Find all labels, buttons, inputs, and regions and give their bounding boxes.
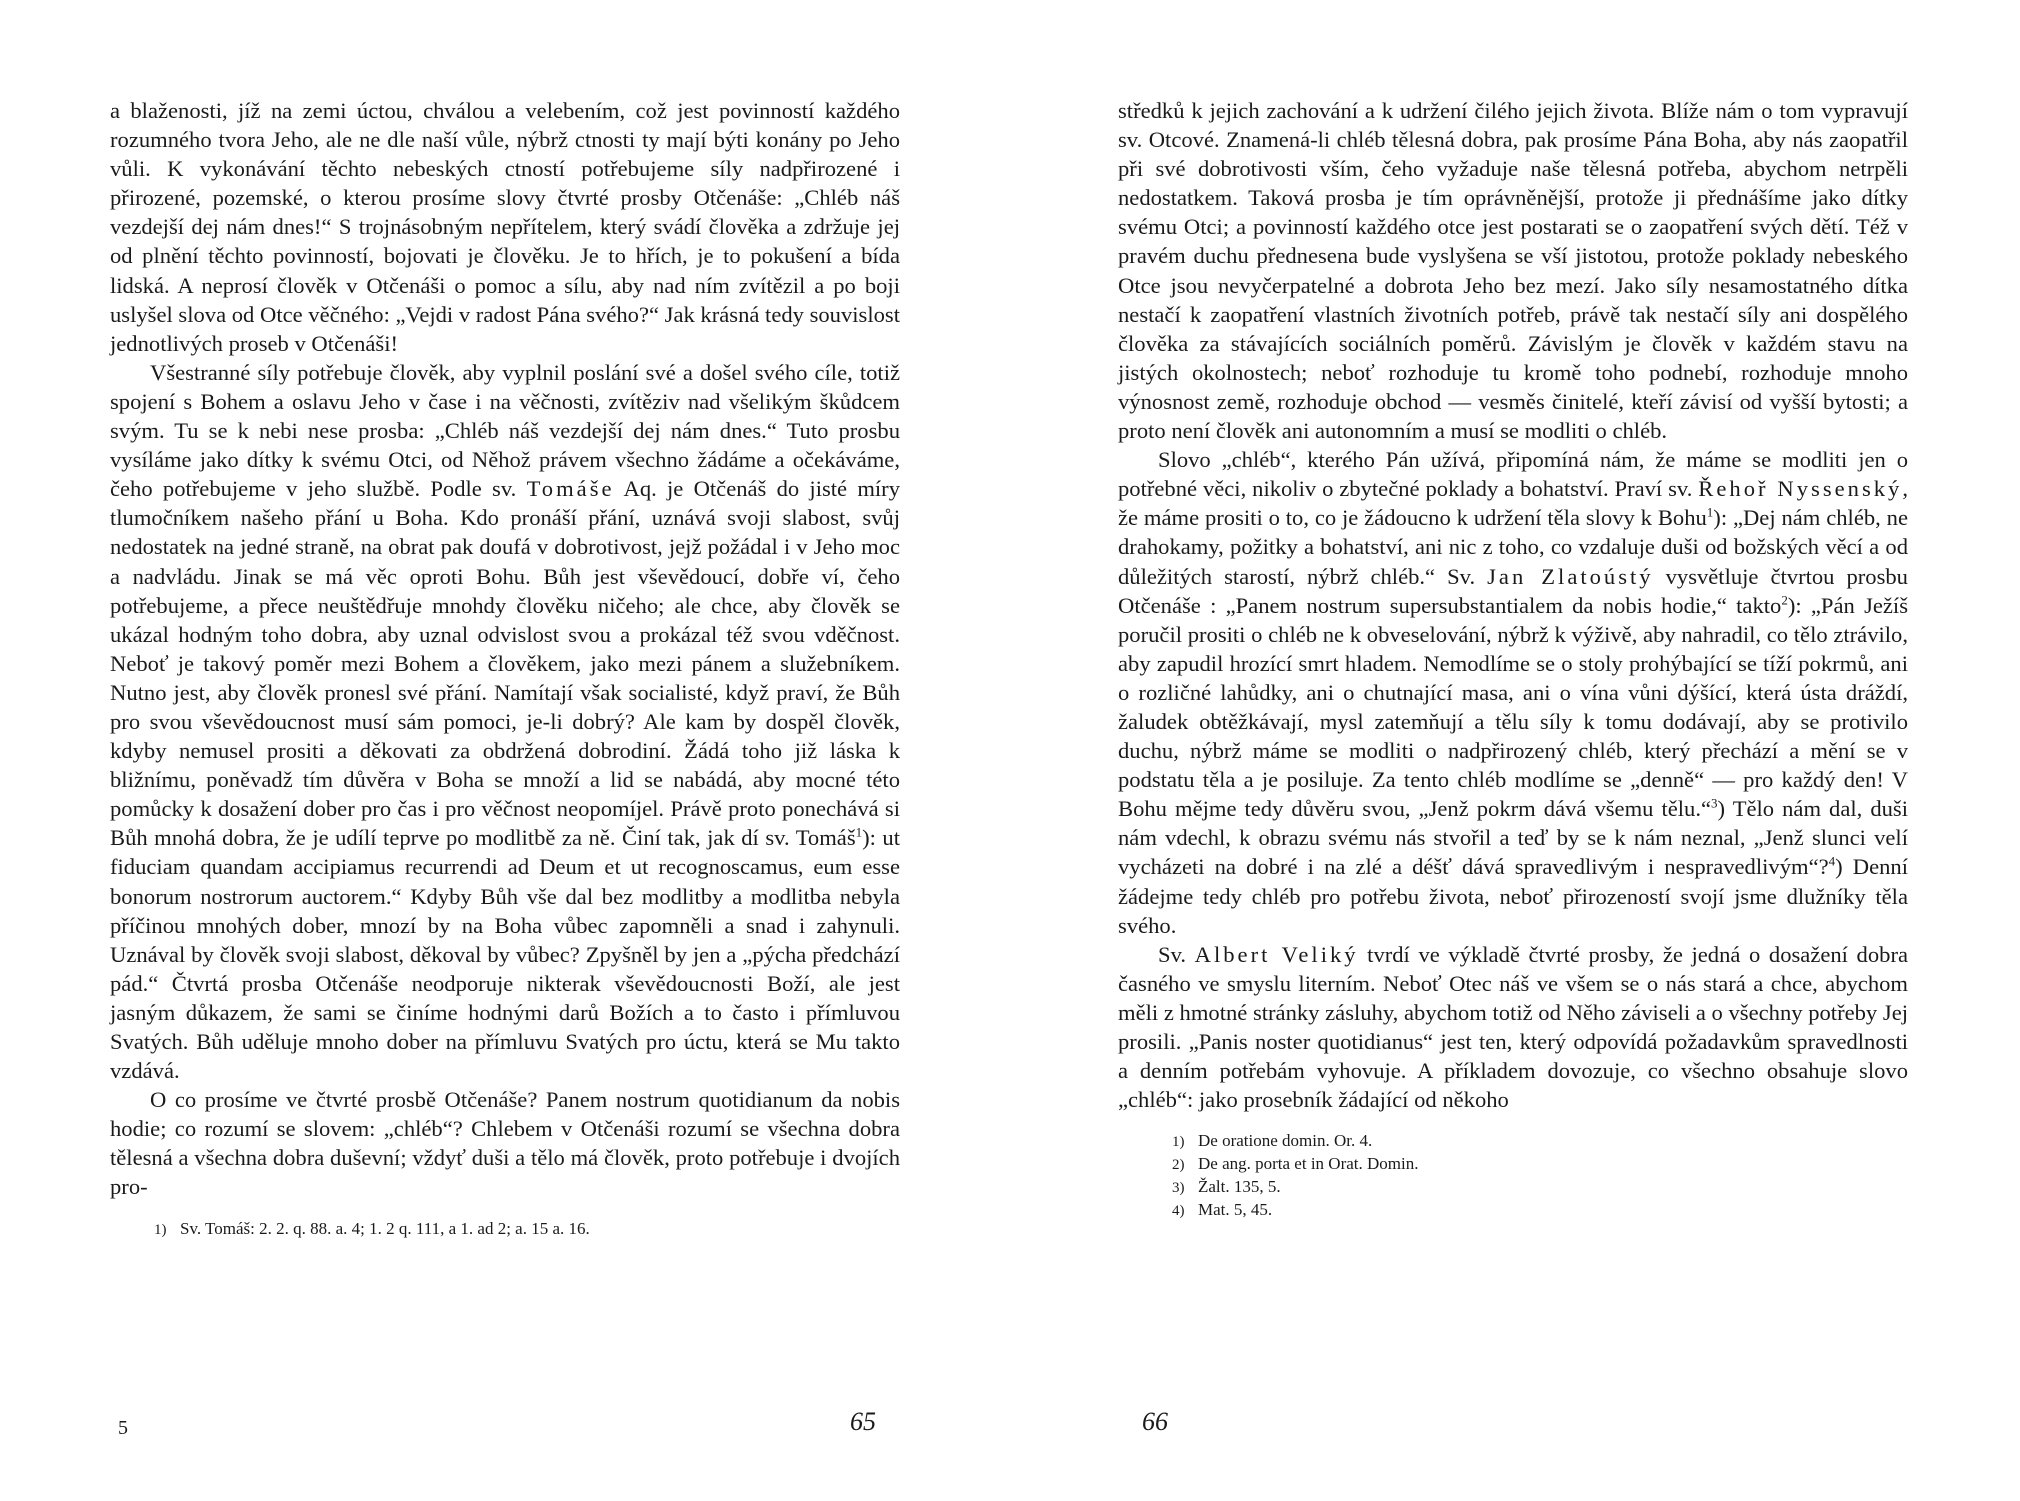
footnote-text: Mat. 5, 45. [1198,1200,1273,1220]
footnote-reference: 1 [1706,504,1714,520]
footnote-mark: 4) [1172,1203,1185,1220]
footnote-text: De ang. porta et in Orat. Domin. [1198,1154,1419,1174]
text-run: tvrdí ve výkladě čtvrté prosby, že jedná o dosažení dobra časného ve smyslu literním. Neboť Otec náš ve všem se o nás stará a chce, abychom měli z hmotné stránky zásluhy, abychom totiž od Něho záviseli a o všechny potřeby Jej prosili. „Panis noster quotidianus“ jest ten, který odpovídá požadavkům spravedlnosti a denním potřebám vyhovuje. A příkladem dovozuje, co všechno obsahuje slovo „chléb“: jako prosebník žádající od někoho [1118,941,1908,1113]
page-number-right: 66 [1142,1407,1168,1436]
footnote-reference: 1 [855,824,863,840]
footnote-mark: 1) [154,1221,167,1238]
footnote-mark: 1) [1172,1134,1185,1151]
footnote-text: Sv. Tomáš: 2. 2. q. 88. a. 4; 1. 2 q. 111, a 1. ad 2; a. 15 a. 16. [180,1218,590,1238]
paragraph [110,358,900,1085]
footnote-reference: 4 [1828,853,1836,869]
page-number-left: 65 [850,1407,876,1436]
spaced-name: Jan Zlatoústý [1487,563,1654,589]
text-run: Aq. je Otčenáš do jisté míry tlumočníkem našeho přání u Boha. Kdo pronáší přání, uznává svoji slabost, svůj nedostatek na jedné straně, na obrat pak doufá v dobrotivost, jejž požádal i v Jeho moc a nadvládu. Jinak se má věc oproti Bohu. Bůh jest vševědoucí, dobře ví, čeho potřebujeme, a přece neuštědřuje mnohdy člověku ničeho; ale chce, aby člověk se ukázal hodným toho dobra, aby uznal odvislost svou a prokázal též svou vděčnost. Neboť je takový poměr mezi Bohem a člověkem, jako mezi pánem a služebníkem. Nutno jest, aby člověk pronesl své přání. Namítají však socialisté, když praví, že Bůh pro svou vševědoucnost musí sám pomoci, je-li dobrý? Ale kam by dospěl člověk, kdyby nemusel prositi a děkovati za obdržená dobrodiní. Žádá toho již láska k bližnímu, poněvadž tím důvěra v Boha se množí a lid se nabádá, aby mocné této pomůcky k dosažení dober pro čas i pro věčnost neopomíjel. Právě proto ponechává si Bůh mnohá dobra, že je udílí teprve po modlitbě za ně. Činí tak, jak dí sv. Tomáš [110,476,900,851]
text-run: Sv. [1158,941,1195,967]
paragraph [110,96,900,358]
right-page-body [1118,96,1908,1114]
text-run: ) Tělo nám dal, duši nám vdechl, k obrazu svému nás stvořil a teď by se k nám neznal, „Jenž slunci velí vycházeti na dobré i na zlé a déšť dává spravedlivým i nespravedlivým“? [1118,796,1908,880]
left-page [110,96,900,1241]
paragraph [1118,940,1908,1115]
text-run: Všestranné síly potřebuje člověk, aby vyplnil poslání své a došel svého cíle, totiž spojení s Bohem a oslavu Jeho v čase i na věčnosti, zvítěziv nad všelikým škůdcem svým. Tu se k nebi nese prosba: „Chléb náš vezdejší dej nám dnes.“ Tuto prosbu vysíláme jako dítky k svému Otci, od Něhož právem všechno žádáme a očekáváme, čeho potřebujeme v jeho službě. Podle sv. [110,359,900,502]
footnote-reference: 3 [1711,795,1718,811]
spaced-name: Tomáše [526,476,615,502]
text-run: ) Denní žádejme tedy chléb pro potřebu života, neboť přirozeností svojí jsme dlužníky těla svého. [1118,854,1908,938]
footnote [1172,1130,1908,1153]
footnote-reference: 2 [1781,592,1788,608]
signature-folio: 5 [118,1417,128,1439]
footnote [1172,1176,1908,1199]
paragraph [110,1085,900,1201]
right-page [1118,96,1908,1222]
footnote-text: Žalt. 135, 5. [1198,1177,1281,1197]
paragraph [1118,445,1908,940]
footnote [1172,1153,1908,1176]
text-run: , že máme prositi o to, co je žádoucno k udržení těla slovy k Bohu [1118,476,1908,531]
footnote [1172,1199,1908,1222]
text-run: ): ut fiduciam quandam accipiamus recurrendi ad Deum et ut recognoscamus, eum esse bonorum nostrorum auctorem.“ Kdyby Bůh vše dal bez modlitby a modlitba nebyla příčinou mnohých dober, mnozí by na Boha vůbec zapomněli a snad i zahynuli. Uznával by člověk svoji slabost, děkoval by vůbec? Zpyšněl by jen a „pýcha předchází pád.“ Čtvrtá prosba Otčenáše neodporuje nikterak vševědoucnosti Boží, ale jest jasným důkazem, že sami se činíme hodnými darů Božích a to často i přímluvou Svatých. Bůh uděluje mnoho dober na přímluvu Svatých pro úctu, která se Mu takto vzdává. [110,825,901,1084]
text-run: O co prosíme ve čtvrté prosbě Otčenáše? Panem nostrum quotidianum da nobis hodie; co rozumí se slovem: „chléb“? Chlebem v Otčenáši rozumí se všechna dobra tělesná a všechna dobra duševní; vždyť duši a tělo má člověk, proto potřebuje i dvojích pro- [110,1087,900,1200]
footnote-mark: 2) [1172,1157,1185,1174]
text-run: vysvětluje čtvrtou prosbu Otčenáše : „Panem nostrum supersubstantialem da nobis hodie,“ takto [1118,563,1908,618]
left-page-footnotes [110,1218,900,1241]
spaced-name: Řehoř Nyssenský [1698,476,1903,502]
left-page-body [110,96,900,1202]
text-run: Slovo „chléb“, kterého Pán užívá, připomíná nám, že máme se modliti jen o potřebné věci, nikoliv o zbytečné poklady a bohatství. Praví sv. [1118,447,1908,502]
footnote-mark: 3) [1172,1180,1185,1197]
right-page-footnotes [1118,1130,1908,1222]
text-run: středků k jejich zachování a k udržení čilého jejich života. Blíže nám o tom vypravují sv. Otcové. Znamená-li chléb tělesná dobra, pak prosíme Pána Boha, aby nás zaopatřil při své dobrotivosti vším, čeho vyžaduje naše tělesná potřeba, abychom netrpěli nedostatkem. Taková prosba je tím oprávněnější, protože ji přednášíme jako dítky svému Otci; a povinností každého otce jest postarati se o zaopatření svých dětí. Též v pravém duchu přednesena bude vyslyšena se vší jistotou, protože poklady nebeského Otce jsou nevyčerpatelné a dobrota Jeho bez mezí. Jako síly nesamostatného dítka nestačí k zaopatření vlastních životních potřeb, právě tak nestačí síly ani dospělého člověka za stávajících sociálních poměrů. Závislým je člověk v každém stavu na jistých okolnostech; neboť rozhoduje tu kromě toho podnebí, rozhoduje mnoho výnosnost země, rozhoduje obchod — vesměs činitelé, kteří závisí od vyšší bytosti; a proto není člověk ani autonomním a musí se modliti o chléb. [1118,98,1908,444]
spaced-name: Albert Veliký [1194,941,1359,967]
paragraph [1118,96,1908,445]
footnote [154,1218,900,1241]
text-run: ): „Pán Ježíš poručil prositi o chléb ne k obveselování, nýbrž k výživě, aby nahradil, co tělo ztrávilo, aby zapudil hrozící smrt hladem. Nemodlíme se o stoly prohýbající se tíží pokrmů, ani o rozličné lahůdky, ani o chutnající masa, ani o vína vůni dýšící, která ústa dráždí, žaludek obtěžkávají, mysl zatemňují a tělu síly k tomu dodávají, aby se protivilo duchu, nýbrž máme se modliti o nadpřirozený chléb, který přechází a mění se v podstatu těla a je posiluje. Za tento chléb modlíme se „denně“ — pro každý den! V Bohu mějme tedy důvěru svou, „Jenž pokrm dává všemu tělu.“ [1118,592,1909,822]
text-run: ): „Dej nám chléb, ne drahokamy, požitky a bohatství, ani nic z toho, co vzdaluje duši od božských věcí a od důležitých starostí, nýbrž chléb.“ Sv. [1118,505,1908,589]
footnote-text: De oratione domin. Or. 4. [1198,1131,1373,1151]
text-run: a blaženosti, jíž na zemi úctou, chválou a velebením, což jest povinností každého rozumného tvora Jeho, ale ne dle naší vůle, nýbrž ctnosti ty mají býti konány po Jeho vůli. K vykonávání těchto nebeských ctností potřebujeme síly nadpřirozené i přirozené, pozemské, o kterou prosíme slovy čtvrté prosby Otčenáše: „Chléb náš vezdejší dej nám dnes!“ S trojnásobným nepřítelem, který svádí člověka a zdržuje jej od plnění těchto povinností, bojovati je člověku. Je to hřích, je to pokušení a bída lidská. A neprosí člověk v Otčenáši o pomoc a sílu, aby nad ním zvítězil a po boji uslyšel slova od Otce věčného: „Vejdi v radost Pána svého?“ Jak krásná tedy souvislost jednotlivých proseb v Otčenáši! [110,98,900,356]
